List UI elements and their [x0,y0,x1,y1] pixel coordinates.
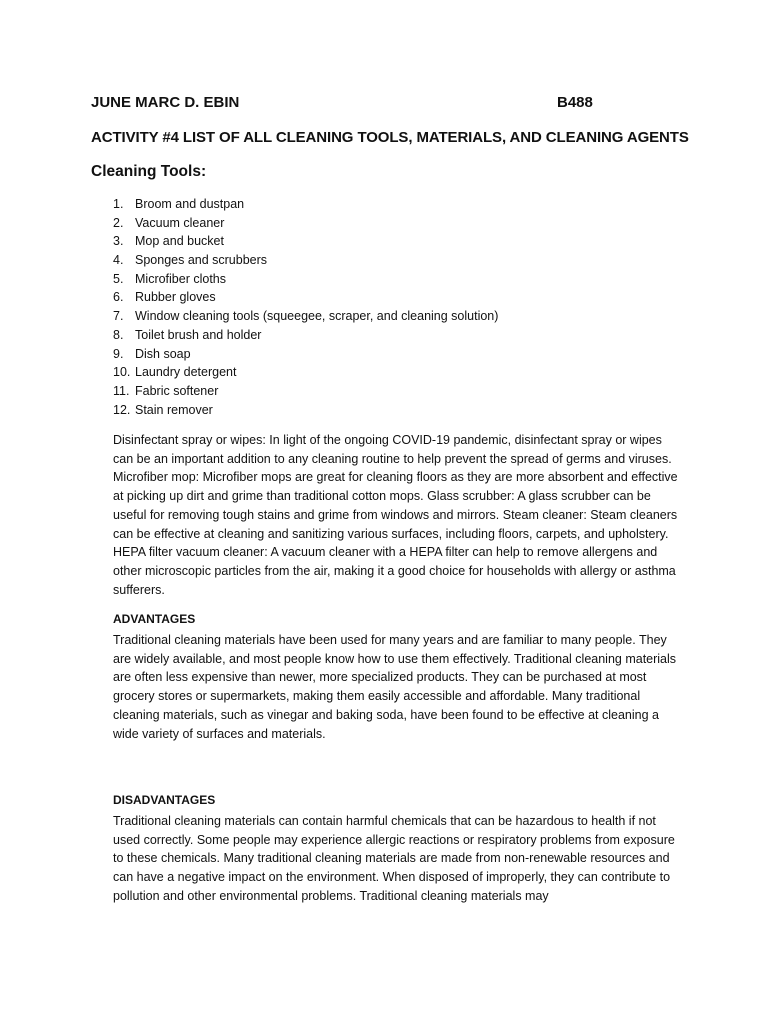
cleaning-tools-list [113,195,498,419]
section-code: B488 [557,94,593,111]
header-row [91,94,611,114]
list-item [113,288,498,307]
list-item-text: Window cleaning tools (squeegee, scraper, and cleaning solution) [135,309,499,324]
list-item [113,270,498,289]
advantages-paragraph: Traditional cleaning materials have been used for many years and are familiar to many people. They are widely available, and most people know how to use them effectively. Traditional cleaning materials are often less expensive than newer, more specialized products. They can be purchased at most grocery stores or supermarkets, making them easily accessible and affordable. Many traditional cleaning materials, such as vinegar and baking soda, have been found to be effective at cleaning a wide variety of surfaces and materials. [113,633,677,741]
list-item-number: 12. [113,402,131,417]
list-item-number: 10. [113,365,131,380]
list-item-text: Vacuum cleaner [135,215,225,230]
list-item [113,363,498,382]
list-item [113,307,498,326]
list-item-number: 4. [113,253,124,268]
list-item-text: Mop and bucket [135,234,224,249]
list-item [113,214,498,233]
list-item-number: 9. [113,346,124,361]
list-item-number: 1. [113,197,124,211]
list-item-text: Rubber gloves [135,290,216,305]
list-item-text: Laundry detergent [135,365,237,380]
list-item-text: Toilet brush and holder [135,327,262,342]
list-item [113,195,498,214]
list-item-number: 5. [113,271,124,286]
disinfectant-paragraph: Disinfectant spray or wipes: In light of the ongoing COVID-19 pandemic, disinfectant spray or wipes can be an important addition to any cleaning routine to help prevent the spread of germs and viruses. Microfiber mop: Microfiber mops are great for cleaning floors as they are more absorbent and effective at picking up dirt and grime than traditional cotton mops. Glass scrubber: A glass scrubber can be useful for removing tough stains and grime from windows and mirrors. Steam cleaner: Steam cleaners can be effective at cleaning and sanitizing various surfaces, including floors, carpets, and upholstery. HEPA filter vacuum cleaner: A vacuum cleaner with a HEPA filter can help to remove allergens and other microscopic particles from the air, making it a good choice for households with allergy or asthma sufferers. [113,433,678,597]
list-item-number: 7. [113,309,124,324]
list-item-number: 11. [113,383,130,398]
list-item-number: 8. [113,327,124,342]
disadvantages-heading: DISADVANTAGES [113,793,216,807]
list-item [113,232,498,251]
disadvantages-paragraph: Traditional cleaning materials can contain harmful chemicals that can be hazardous to health if not used correctly. Some people may experience allergic reactions or respiratory problems from exposure to these chemicals. Many traditional cleaning materials are made from non-renewable resources and can have a negative impact on the environment. When disposed of improperly, they can contribute to pollution and other environmental problems. Traditional cleaning materials may [113,814,675,903]
list-item [113,401,498,420]
author-name: JUNE MARC D. EBIN [91,94,240,111]
list-item-text: Fabric softener [135,383,219,398]
list-item-text: Broom and dustpan [135,197,245,211]
list-item-number: 3. [113,234,124,249]
list-item-text: Microfiber cloths [135,271,226,286]
list-item-text: Dish soap [135,346,191,361]
cleaning-tools-heading: Cleaning Tools: [91,163,207,180]
list-item-text: Sponges and scrubbers [135,253,268,268]
list-item-number: 2. [113,215,124,230]
list-item-number: 6. [113,290,124,305]
activity-title: ACTIVITY #4 LIST OF ALL CLEANING TOOLS, MATERIALS, AND CLEANING AGENTS [91,129,689,146]
list-item [113,251,498,270]
list-item [113,326,498,345]
list-item-text: Stain remover [135,402,213,417]
list-item [113,382,498,401]
advantages-heading: ADVANTAGES [113,612,196,626]
list-item [113,345,498,364]
